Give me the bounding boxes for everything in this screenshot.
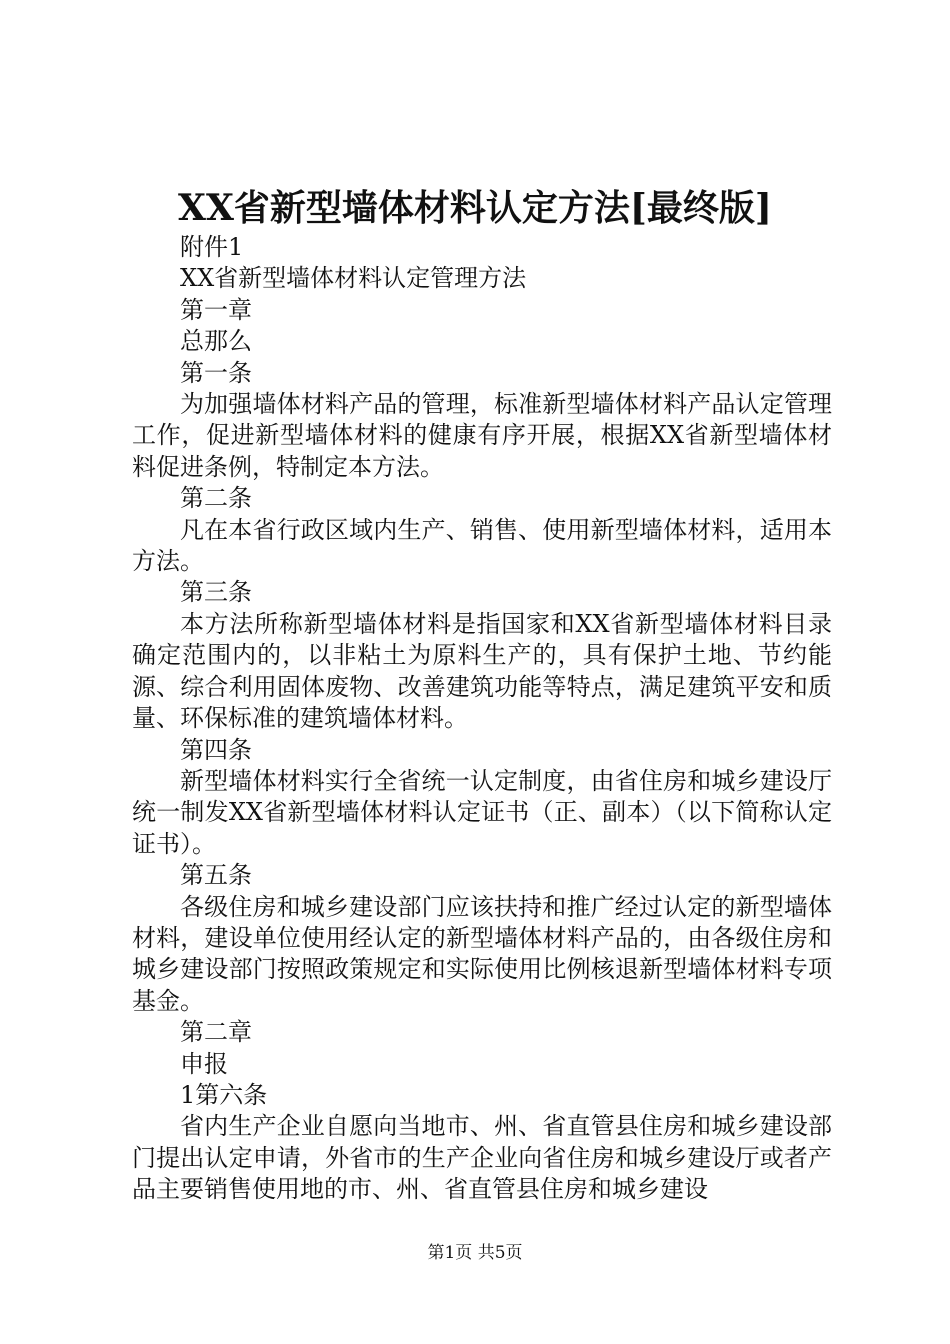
article-heading: 第一条: [180, 358, 252, 387]
article-paragraph: 为加强墙体材料产品的管理，标准新型墙体材料产品认定管理工作，促进新型墙体材料的健康有序开展，根据XX省新型墙体材料促进条例，特制定本方法。: [132, 390, 832, 481]
document-body: [132, 232, 832, 1206]
regulation-name: XX省新型墙体材料认定管理方法: [180, 264, 527, 293]
article-paragraph: 各级住房和城乡建设部门应该扶持和推广经过认定的新型墙体材料，建设单位使用经认定的新型墙体材料产品的，由各级住房和城乡建设部门按照政策规定和实际使用比例核退新型墙体材料专项基金。: [132, 892, 832, 1015]
article-heading: 第二条: [180, 484, 252, 513]
chapter-heading: 第一章: [180, 295, 252, 324]
chapter-heading: 第二章: [180, 1018, 252, 1047]
chapter-title: 总那么: [180, 327, 252, 356]
article-paragraph: 凡在本省行政区域内生产、销售、使用新型墙体材料，适用本方法。: [132, 515, 832, 576]
article-heading: 1第六条: [180, 1080, 268, 1109]
article-heading: 第四条: [180, 735, 252, 764]
article-paragraph: 本方法所称新型墙体材料是指国家和XX省新型墙体材料目录确定范围内的，以非粘土为原料生产的，具有保护土地、节约能源、综合利用固体废物、改善建筑功能等特点，满足建筑平安和质量、环保标准的建筑墙体材料。: [132, 609, 832, 733]
article-paragraph: 省内生产企业自愿向当地市、州、省直管县住房和城乡建设部门提出认定申请，外省市的生产企业向省住房和城乡建设厅或者产品主要销售使用地的市、州、省直管县住房和城乡建设: [132, 1112, 832, 1204]
attachment-label: 附件1: [180, 233, 244, 261]
article-heading: 第三条: [180, 578, 252, 607]
article-paragraph: 新型墙体材料实行全省统一认定制度，由省住房和城乡建设厅统一制发XX省新型墙体材料认定证书（正、副本）（以下简称认定证书）。: [132, 766, 832, 858]
page-number-footer: 第1页 共5页: [427, 1243, 523, 1263]
document-title: XX省新型墙体材料认定方法[最终版]: [178, 187, 772, 229]
article-heading: 第五条: [180, 861, 252, 890]
chapter-title: 申报: [180, 1049, 228, 1078]
